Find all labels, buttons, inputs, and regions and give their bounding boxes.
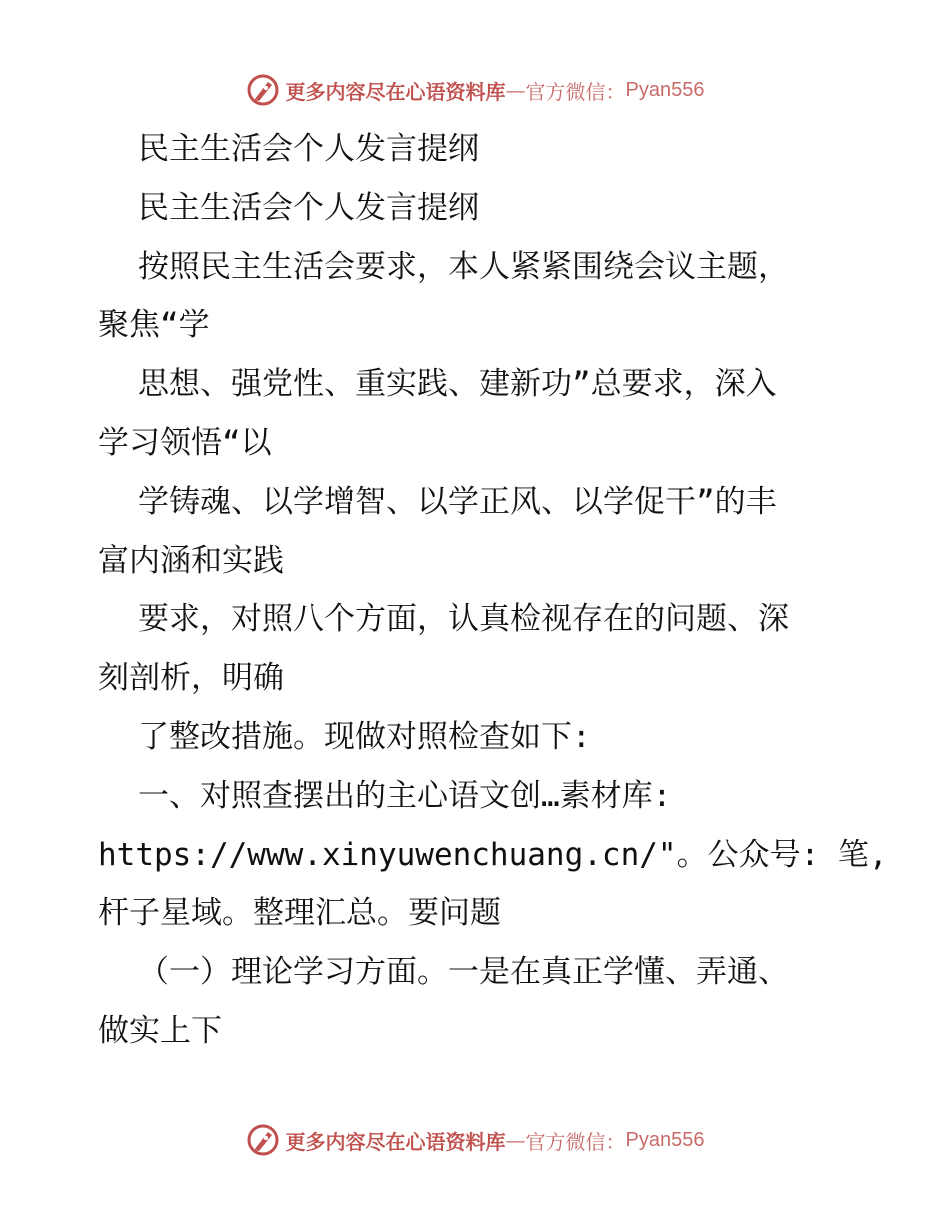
document-body (98, 120, 888, 1061)
footer-watermark (0, 1120, 950, 1160)
text-line: 一、对照查摆出的主心语文创…素材库: (138, 777, 672, 814)
text-line: 民主生活会个人发言提纲 (138, 189, 479, 226)
watermark-dash: — (505, 78, 526, 102)
header-watermark (0, 70, 950, 110)
watermark-official: 官方微信： (525, 79, 626, 104)
text-line: https://www.xinyuwenchuang.cn/"。公众号: 笔, (98, 836, 888, 873)
text-line: 要求，对照八个方面，认真检视存在的问题、深 (138, 601, 789, 638)
text-line: （一）理论学习方面。一是在真正学懂、弄通、 (138, 954, 789, 991)
text-line: 聚焦“学 (98, 307, 210, 344)
text-line: 民主生活会个人发言提纲 (138, 131, 479, 167)
text-line: 思想、强党性、重实践、建新功”总要求，深入 (138, 366, 777, 403)
watermark-wechat-id: Pyan556 (625, 78, 705, 101)
text-line: 做实上下 (98, 1012, 222, 1049)
text-line: 按照民主生活会要求，本人紧紧围绕会议主题， (138, 248, 789, 285)
text-line: 刻剖析，明确 (98, 660, 284, 697)
text-line: 学习领悟“以 (98, 424, 272, 461)
watermark-official: 官方微信： (525, 1129, 626, 1154)
text-line: 杆子星域。整理汇总。要问题 (98, 895, 501, 932)
text-line: 了整改措施。现做对照检查如下: (138, 718, 591, 755)
pen-logo-icon (246, 1123, 280, 1157)
pen-logo-icon (246, 73, 280, 107)
text-line: 学铸魂、以学增智、以学正风、以学促干”的丰 (138, 483, 777, 520)
watermark-brand: 更多内容尽在心语资料库 (285, 1129, 506, 1154)
watermark-brand: 更多内容尽在心语资料库 (285, 79, 506, 104)
text-line: 富内涵和实践 (98, 542, 284, 579)
watermark-dash: — (505, 1128, 526, 1152)
watermark-wechat-id: Pyan556 (625, 1128, 705, 1151)
